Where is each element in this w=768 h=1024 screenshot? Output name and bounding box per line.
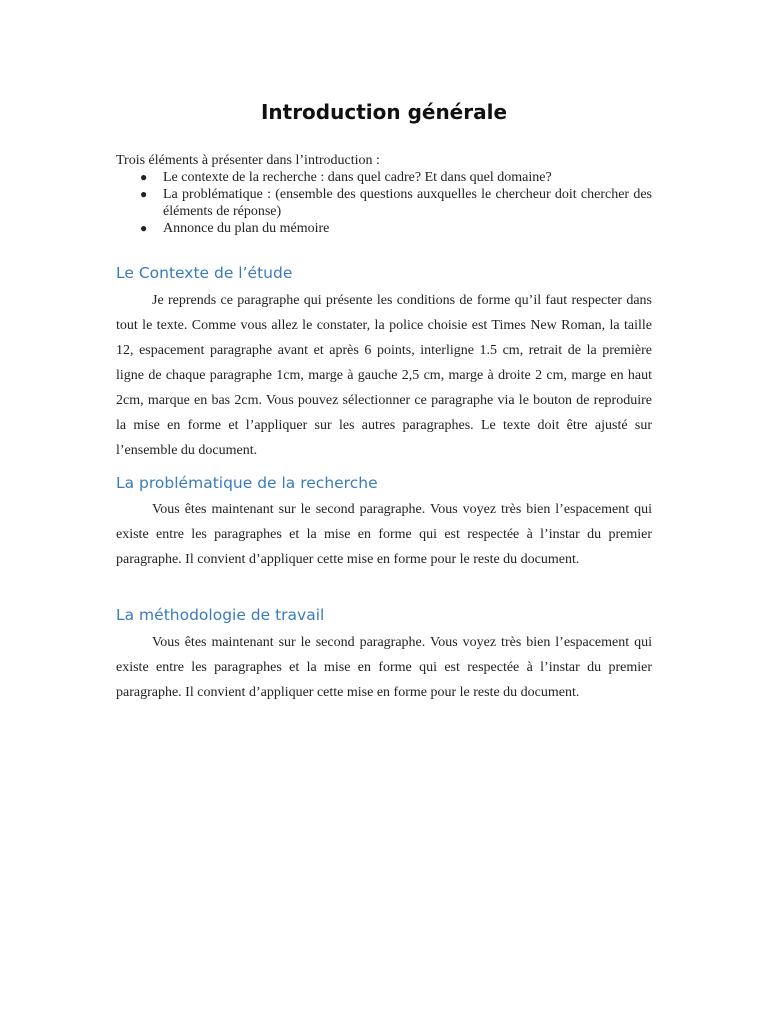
section-heading-contexte: Le Contexte de l’étude [116, 264, 293, 282]
intro-block [116, 152, 652, 237]
section-paragraph-problematique: Vous êtes maintenant sur le second paragraphe. Vous voyez très bien l’espacement qui existe entre les paragraphes et la mise en forme qui est respectée à l’instar du premier paragraphe. Il convient d’appliquer cette mise en forme pour le reste du document. [116, 502, 652, 567]
bullet-text: Le contexte de la recherche : dans quel cadre? Et dans quel domaine? [163, 170, 552, 185]
section-paragraph-methodologie: Vous êtes maintenant sur le second paragraphe. Vous voyez très bien l’espacement qui existe entre les paragraphes et la mise en forme qui est respectée à l’instar du premier paragraphe. Il convient d’appliquer cette mise en forme pour le reste du document. [116, 635, 652, 700]
bullet-text: Annonce du plan du mémoire [163, 221, 330, 236]
section-heading-methodologie: La méthodologie de travail [116, 606, 325, 624]
section-heading-problematique: La problématique de la recherche [116, 474, 378, 492]
intro-lead: Trois éléments à présenter dans l’introduction : [116, 153, 380, 168]
section-paragraph-contexte: Je reprends ce paragraphe qui présente les conditions de forme qu’il faut respecter dans tout le texte. Comme vous allez le constater, la police choisie est Times New Roman, la taille 12, espacement paragraphe avant et après 6 points, interligne 1.5 cm, retrait de la première ligne de chaque paragraphe 1cm, marge à gauche 2,5 cm, marge à droite 2 cm, marge en haut 2cm, marque en bas 2cm. Vous pouvez sélectionner ce paragraphe via le bouton de reproduire la mise en forme et l’appliquer sur les autres paragraphes. Le texte doit être ajusté sur l’ensemble du document. [116, 293, 652, 458]
bullet-text: La problématique : (ensemble des questions auxquelles le chercheur doit chercher des éléments de réponse) [163, 187, 652, 219]
bullet-icon: ● [140, 221, 148, 235]
list-item [116, 169, 652, 186]
list-item [116, 220, 652, 237]
intro-bullet-list [116, 169, 652, 237]
page-title: Introduction générale [260, 100, 508, 124]
list-item [116, 186, 652, 220]
bullet-icon: ● [140, 170, 148, 184]
bullet-icon: ● [140, 187, 148, 201]
